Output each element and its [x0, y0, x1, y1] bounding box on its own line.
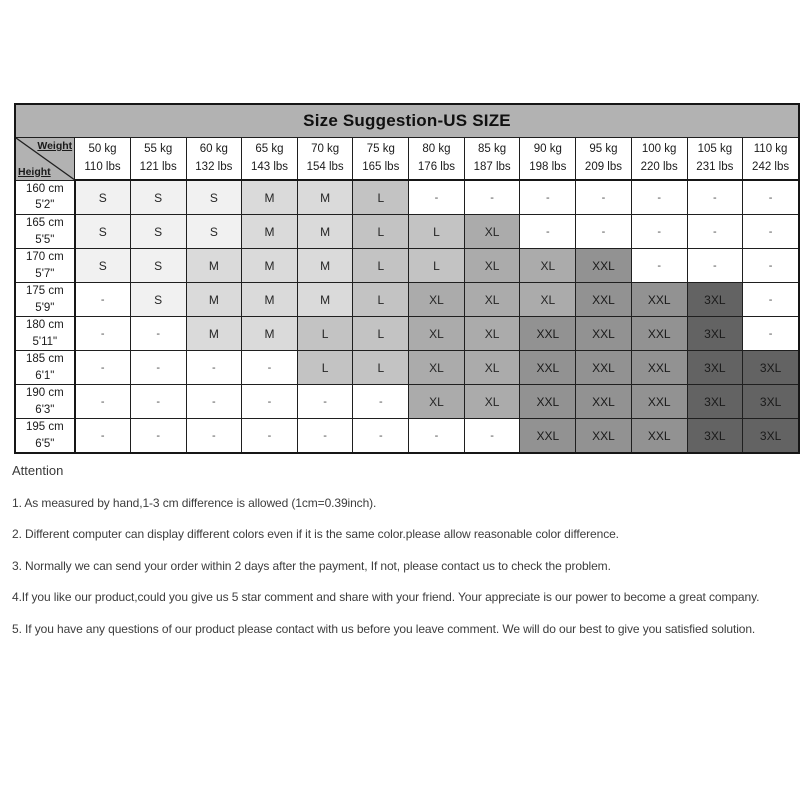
empty-size-cell: -	[353, 385, 409, 419]
size-cell: M	[186, 283, 242, 317]
weight-column-header: 100 kg 220 lbs	[631, 138, 687, 181]
empty-size-cell: -	[631, 215, 687, 249]
weight-column-header: 55 kg 121 lbs	[130, 138, 186, 181]
size-cell: XL	[520, 283, 576, 317]
size-cell: XXL	[576, 283, 632, 317]
size-chart-table	[14, 103, 800, 454]
weight-column-header: 85 kg 187 lbs	[464, 138, 520, 181]
size-cell: 3XL	[743, 385, 799, 419]
corner-weight-label: Weight	[37, 140, 73, 152]
size-cell: XL	[409, 351, 465, 385]
empty-size-cell: -	[743, 317, 799, 351]
size-cell: M	[186, 317, 242, 351]
empty-size-cell: -	[75, 385, 131, 419]
size-cell: L	[353, 317, 409, 351]
size-cell: M	[297, 283, 353, 317]
attention-section	[12, 463, 798, 636]
attention-note: 4.If you like our product,could you give us 5 star comment and share with your friend. Your appreciate is our power to become a great company.	[12, 590, 760, 604]
weight-column-header: 105 kg 231 lbs	[687, 138, 743, 181]
attention-heading: Attention	[12, 463, 64, 478]
height-row-header: 165 cm 5'5"	[15, 215, 75, 249]
empty-size-cell: -	[520, 180, 576, 215]
size-cell: M	[186, 249, 242, 283]
size-cell: S	[130, 180, 186, 215]
table-row	[15, 317, 799, 351]
size-cell: XXL	[576, 317, 632, 351]
empty-size-cell: -	[464, 419, 520, 454]
size-cell: XL	[464, 351, 520, 385]
size-cell: L	[353, 180, 409, 215]
size-cell: XXL	[576, 249, 632, 283]
empty-size-cell: -	[464, 180, 520, 215]
empty-size-cell: -	[687, 180, 743, 215]
size-cell: S	[75, 249, 131, 283]
size-cell: 3XL	[743, 351, 799, 385]
size-cell: M	[297, 215, 353, 249]
empty-size-cell: -	[75, 283, 131, 317]
size-cell: XL	[520, 249, 576, 283]
empty-size-cell: -	[743, 215, 799, 249]
empty-size-cell: -	[130, 317, 186, 351]
size-cell: XL	[409, 283, 465, 317]
size-cell: XXL	[520, 317, 576, 351]
size-cell: 3XL	[687, 283, 743, 317]
size-cell: S	[75, 180, 131, 215]
empty-size-cell: -	[743, 180, 799, 215]
header-row	[15, 138, 799, 181]
attention-note: 5. If you have any questions of our product please contact with us before you leave comment. We will do our best to give you satisfied solution.	[12, 621, 756, 636]
size-cell: L	[297, 317, 353, 351]
empty-size-cell: -	[520, 215, 576, 249]
size-cell: XXL	[631, 351, 687, 385]
empty-size-cell: -	[186, 351, 242, 385]
attention-note: 2. Different computer can display different colors even if it is the same color.please allow reasonable color difference.	[12, 527, 619, 541]
size-cell: L	[353, 351, 409, 385]
empty-size-cell: -	[576, 215, 632, 249]
empty-size-cell: -	[75, 419, 131, 454]
size-cell: 3XL	[687, 385, 743, 419]
table-row	[15, 385, 799, 419]
empty-size-cell: -	[576, 180, 632, 215]
empty-size-cell: -	[130, 351, 186, 385]
table-row	[15, 419, 799, 454]
table-row	[15, 283, 799, 317]
size-cell: XL	[464, 385, 520, 419]
size-cell: XXL	[520, 419, 576, 454]
empty-size-cell: -	[687, 249, 743, 283]
empty-size-cell: -	[353, 419, 409, 454]
size-cell: XXL	[520, 351, 576, 385]
size-cell: M	[242, 215, 298, 249]
size-cell: S	[75, 215, 131, 249]
size-cell: XL	[409, 385, 465, 419]
height-row-header: 185 cm 6'1"	[15, 351, 75, 385]
empty-size-cell: -	[242, 385, 298, 419]
empty-size-cell: -	[186, 419, 242, 454]
attention-note: 3. Normally we can send your order within 2 days after the payment, If not, please contact us to check the problem.	[12, 558, 611, 573]
size-cell: L	[353, 249, 409, 283]
title-row	[15, 104, 799, 138]
size-cell: XL	[464, 317, 520, 351]
empty-size-cell: -	[409, 419, 465, 454]
empty-size-cell: -	[743, 249, 799, 283]
size-cell: XXL	[631, 385, 687, 419]
size-cell: M	[242, 249, 298, 283]
size-cell: XXL	[631, 317, 687, 351]
height-row-header: 190 cm 6'3"	[15, 385, 75, 419]
size-cell: XL	[464, 215, 520, 249]
size-cell: M	[242, 180, 298, 215]
weight-column-header: 95 kg 209 lbs	[576, 138, 632, 181]
size-cell: 3XL	[687, 317, 743, 351]
empty-size-cell: -	[75, 317, 131, 351]
size-cell: L	[353, 215, 409, 249]
size-cell: M	[242, 317, 298, 351]
size-cell: M	[297, 249, 353, 283]
size-cell: XL	[464, 249, 520, 283]
empty-size-cell: -	[631, 249, 687, 283]
size-cell: XL	[464, 283, 520, 317]
empty-size-cell: -	[130, 385, 186, 419]
size-chart	[14, 103, 800, 454]
height-row-header: 180 cm 5'11"	[15, 317, 75, 351]
size-cell: XXL	[631, 419, 687, 454]
empty-size-cell: -	[242, 351, 298, 385]
empty-size-cell: -	[631, 180, 687, 215]
height-row-header: 170 cm 5'7"	[15, 249, 75, 283]
size-cell: M	[297, 180, 353, 215]
empty-size-cell: -	[130, 419, 186, 454]
size-cell: 3XL	[743, 419, 799, 454]
size-cell: M	[242, 283, 298, 317]
empty-size-cell: -	[687, 215, 743, 249]
table-row	[15, 215, 799, 249]
table-title: Size Suggestion-US SIZE	[15, 104, 799, 138]
size-cell: S	[130, 249, 186, 283]
size-cell: L	[409, 215, 465, 249]
table-row	[15, 180, 799, 215]
size-cell: S	[130, 283, 186, 317]
height-row-header: 195 cm 6'5"	[15, 419, 75, 454]
table-row	[15, 249, 799, 283]
size-cell: XL	[409, 317, 465, 351]
size-cell: 3XL	[687, 351, 743, 385]
empty-size-cell: -	[242, 419, 298, 454]
weight-column-header: 110 kg 242 lbs	[743, 138, 799, 181]
size-cell: XXL	[520, 385, 576, 419]
corner-height-label: Height	[18, 165, 51, 178]
height-row-header: 175 cm 5'9"	[15, 283, 75, 317]
size-cell: L	[409, 249, 465, 283]
weight-column-header: 90 kg 198 lbs	[520, 138, 576, 181]
size-cell: XXL	[576, 419, 632, 454]
empty-size-cell: -	[186, 385, 242, 419]
size-cell: S	[186, 180, 242, 215]
empty-size-cell: -	[297, 385, 353, 419]
attention-notes	[12, 496, 798, 636]
weight-column-header: 75 kg 165 lbs	[353, 138, 409, 181]
weight-column-header: 70 kg 154 lbs	[297, 138, 353, 181]
size-cell: S	[130, 215, 186, 249]
weight-column-header: 80 kg 176 lbs	[409, 138, 465, 181]
size-cell: XXL	[576, 385, 632, 419]
size-cell: XXL	[576, 351, 632, 385]
table-row	[15, 351, 799, 385]
weight-column-header: 65 kg 143 lbs	[242, 138, 298, 181]
empty-size-cell: -	[75, 351, 131, 385]
weight-column-header: 50 kg 110 lbs	[75, 138, 131, 181]
empty-size-cell: -	[409, 180, 465, 215]
weight-column-header: 60 kg 132 lbs	[186, 138, 242, 181]
attention-note: 1. As measured by hand,1-3 cm difference is allowed (1cm=0.39inch).	[12, 495, 377, 510]
empty-size-cell: -	[743, 283, 799, 317]
size-cell: L	[297, 351, 353, 385]
size-cell: S	[186, 215, 242, 249]
height-row-header: 160 cm 5'2"	[15, 180, 75, 215]
size-cell: L	[353, 283, 409, 317]
size-cell: XXL	[631, 283, 687, 317]
size-cell: 3XL	[687, 419, 743, 454]
corner-header-cell	[15, 138, 75, 181]
empty-size-cell: -	[297, 419, 353, 454]
